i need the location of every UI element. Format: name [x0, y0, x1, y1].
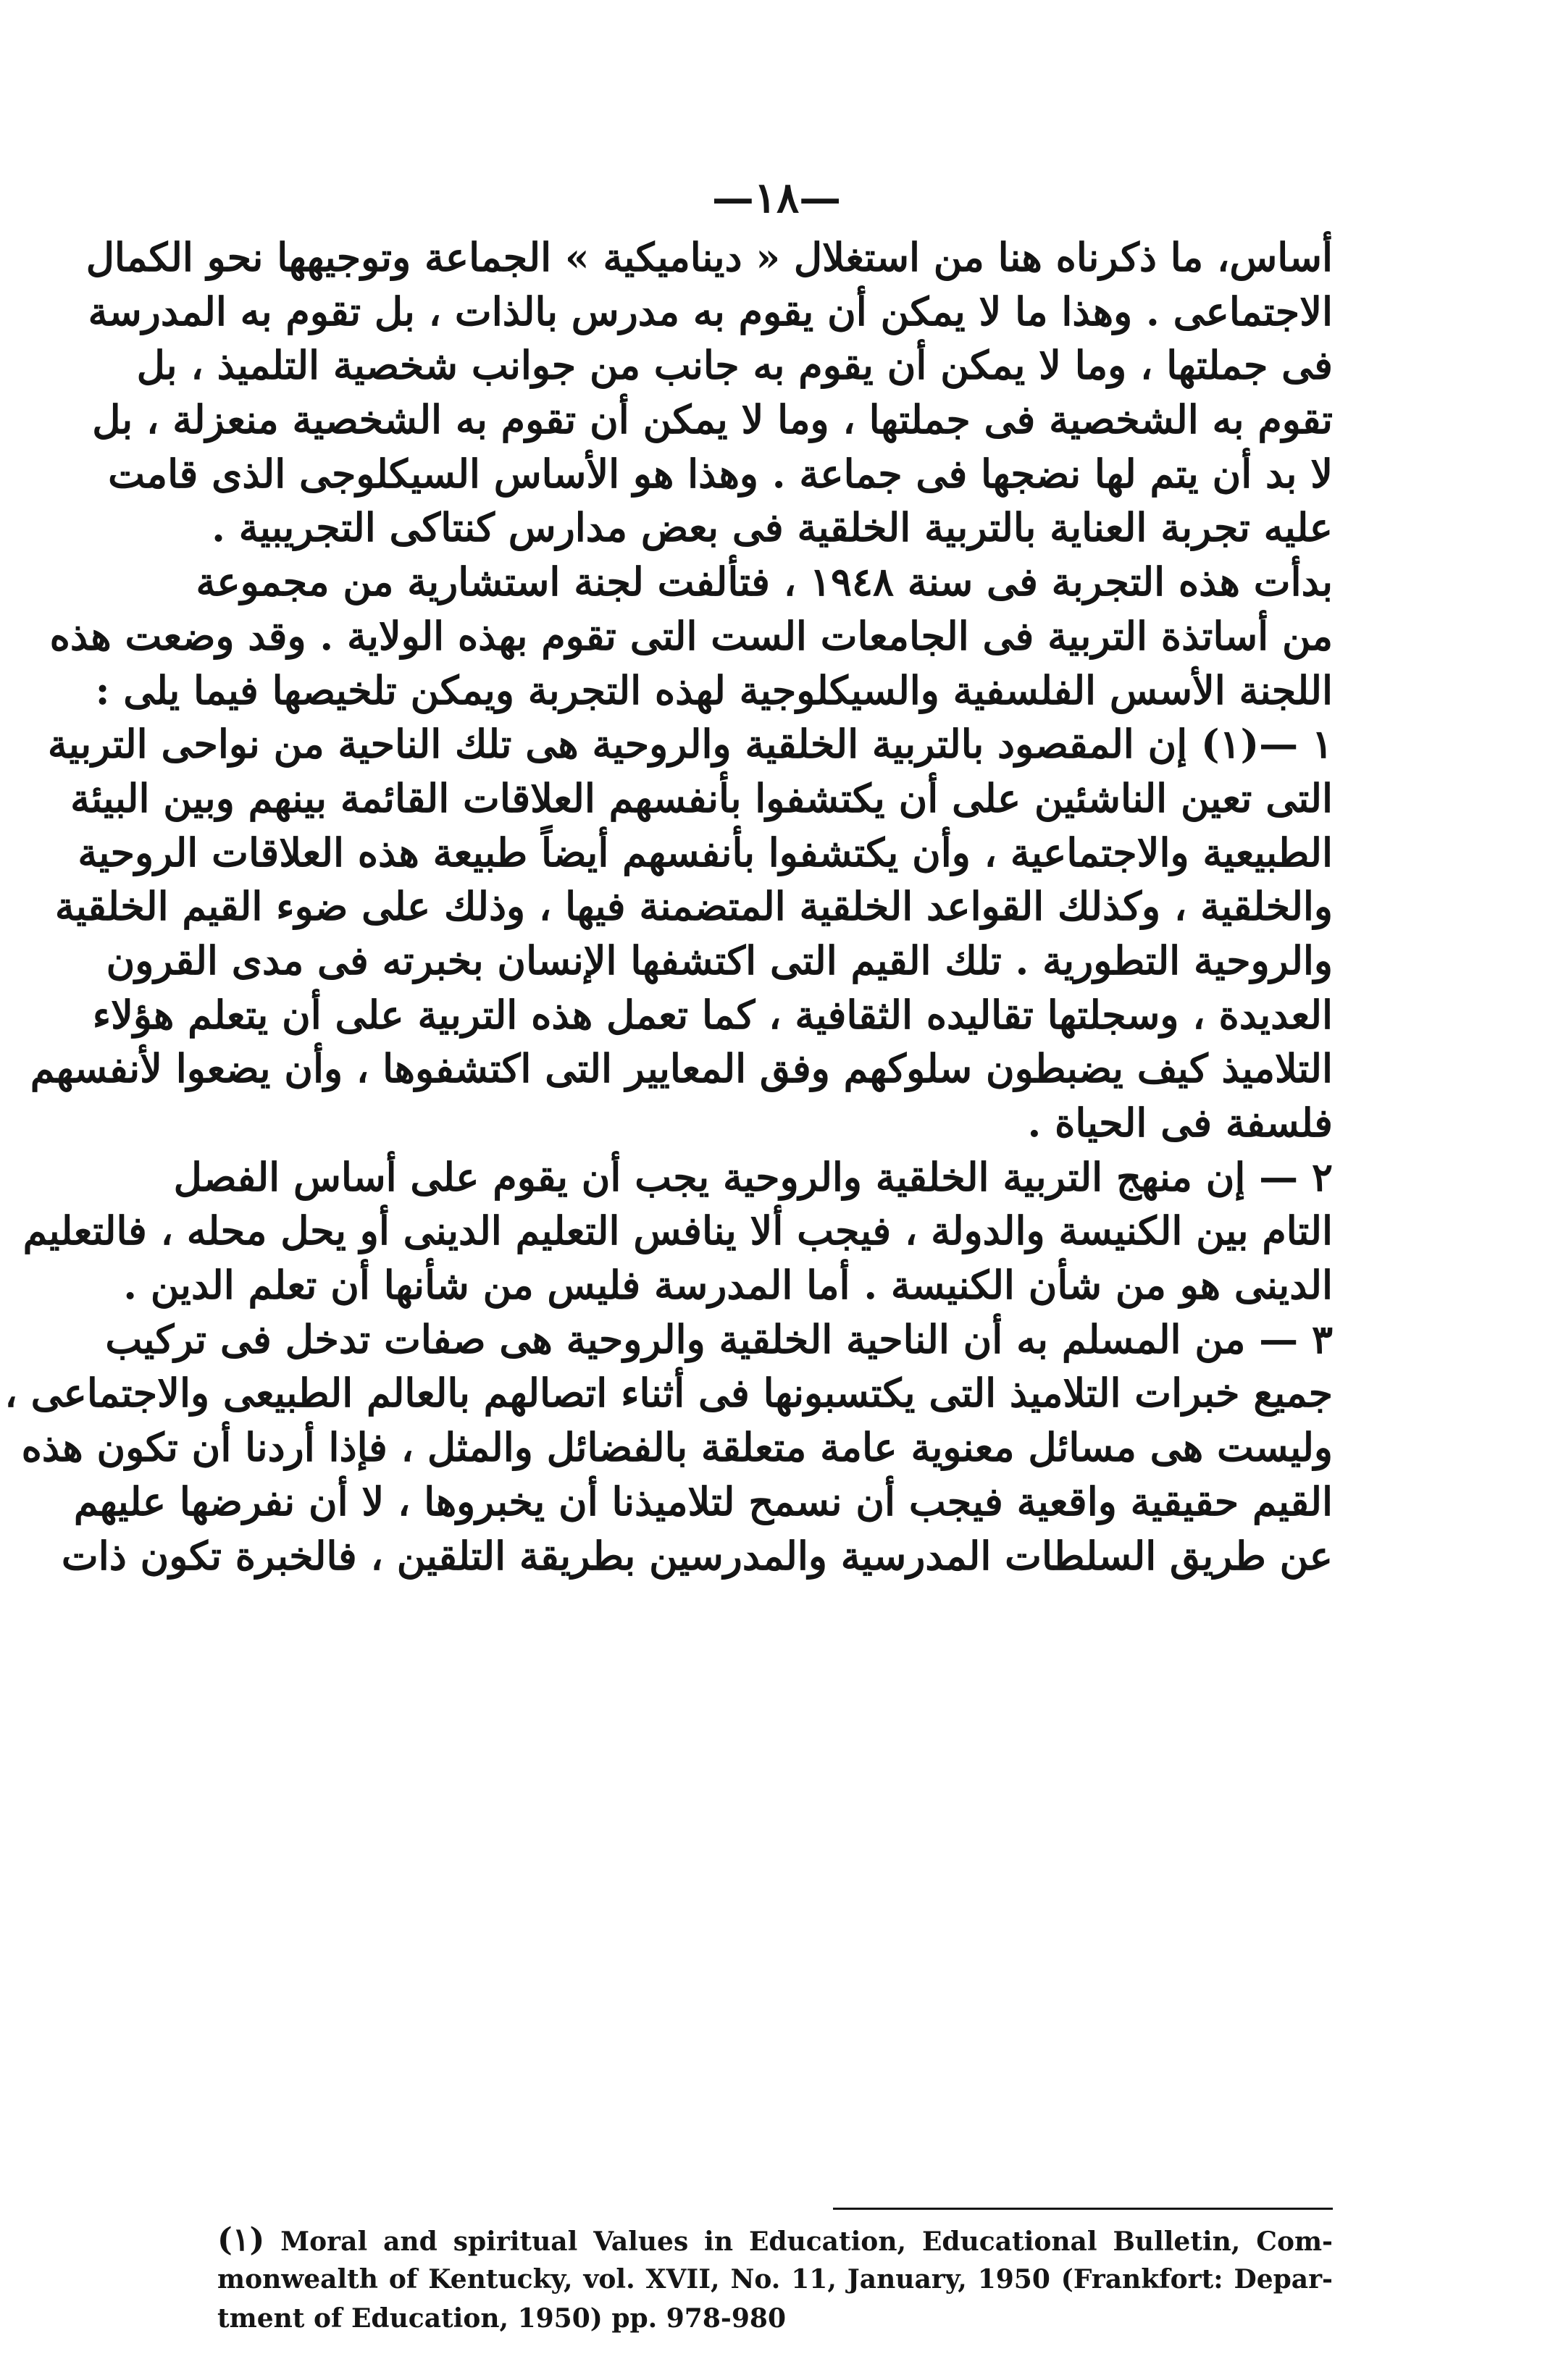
body-text [4, 230, 1333, 1583]
footnote-divider [833, 2208, 1333, 2210]
footnote-line: tment of Education, 1950) pp. 978-980 [217, 2303, 786, 2334]
text-line: ٢ — إن منهج التربية الخلقية والروحية يجب أن يقوم على أساس الفصل [173, 1153, 1333, 1200]
text-line: والروحية التطورية . تلك القيم التى اكتشفها الإنسان بخبرته فى مدى القرون [106, 937, 1333, 984]
footnote-text: Moral and spiritual Values in Education, Educational Bulletin, Com- [280, 2226, 1333, 2257]
text-line: اللجنة الأسس الفلسفية والسيكلوجية لهذه التجربة ويمكن تلخيصها فيما يلى : [95, 666, 1333, 713]
text-line: الاجتماعى . وهذا ما لا يمكن أن يقوم به مدرس بالذات ، بل تقوم به المدرسة [88, 288, 1333, 335]
text-line: تقوم به الشخصية فى جملتها ، وما لا يمكن أن تقوم به الشخصية منعزلة ، بل [92, 396, 1333, 443]
text-line: العديدة ، وسجلتها تقاليده الثقافية ، كما تعمل هذه التربية على أن يتعلم هؤلاء [92, 991, 1333, 1038]
text-line: التام بين الكنيسة والدولة ، فيجب ألا ينافس التعليم الدينى أو يحل محله ، فالتعليم [22, 1207, 1333, 1254]
text-line: بدأت هذه التجربة فى سنة ١٩٤٨ ، فتألفت لجنة استشارية من مجموعة [196, 558, 1333, 606]
text-line: ١ —(١) إن المقصود بالتربية الخلقية والروحية هى تلك الناحية من نواحى التربية [47, 721, 1333, 768]
text-line: التلاميذ كيف يضبطون سلوكهم وفق المعايير التى اكتشفوها ، وأن يضعوا لأنفسهم [30, 1045, 1333, 1092]
text-line: من أساتذة التربية فى الجامعات الست التى تقوم بهذه الولاية . وقد وضعت هذه [49, 612, 1333, 659]
footnote-line: monwealth of Kentucky, vol. XVII, No. 11, January, 1950 (Frankfort: Depar- [217, 2264, 1333, 2295]
text-line: عن طريق السلطات المدرسية والمدرسين بطريقة التلقين ، فالخبرة تكون ذات [61, 1532, 1333, 1579]
text-line: والخلقية ، وكذلك القواعد الخلقية المتضمنة فيها ، وذلك على ضوء القيم الخلقية [54, 883, 1333, 930]
page-number: —١٨— [711, 173, 842, 222]
footnote-line [217, 2221, 1333, 2260]
text-line: عليه تجربة العناية بالتربية الخلقية فى بعض مدارس كنتاكى التجريبية . [212, 504, 1333, 551]
text-line: أساس، ما ذكرناه هنا من استغلال « ديناميكية » الجماعة وتوجيهها نحو الكمال [85, 234, 1333, 280]
text-line: التى تعين الناشئين على أن يكتشفوا بأنفسهم العلاقات القائمة بينهم وبين البيئة [70, 774, 1333, 821]
text-line: جميع خبرات التلاميذ التى يكتسبونها فى أثناء اتصالهم بالعالم الطبيعى والاجتماعى ، [4, 1370, 1333, 1417]
footnote-marker: (١) [217, 2221, 265, 2258]
text-line: وليست هى مسائل معنوية عامة متعلقة بالفضائل والمثل ، فإذا أردنا أن تكون هذه [21, 1424, 1333, 1471]
text-line: الدينى هو من شأن الكنيسة . أما المدرسة فليس من شأنها أن تعلم الدين . [123, 1262, 1333, 1309]
footnote [217, 2221, 1333, 2338]
text-line: ٣ — من المسلم به أن الناحية الخلقية والروحية هى صفات تدخل فى تركيب [105, 1315, 1333, 1362]
text-line: فلسفة فى الحياة . [1027, 1099, 1333, 1146]
text-line: فى جملتها ، وما لا يمكن أن يقوم به جانب من جوانب شخصية التلميذ ، بل [136, 342, 1333, 389]
text-line: القيم حقيقية واقعية فيجب أن نسمح لتلاميذنا أن يخبروها ، لا أن نفرضها عليهم [73, 1478, 1333, 1525]
text-line: الطبيعية والاجتماعية ، وأن يكتشفوا بأنفسهم أيضاً طبيعة هذه العلاقات الروحية [78, 829, 1333, 876]
text-line: لا بد أن يتم لها نضجها فى جماعة . وهذا هو الأساس السيكلوجى الذى قامت [108, 450, 1333, 497]
